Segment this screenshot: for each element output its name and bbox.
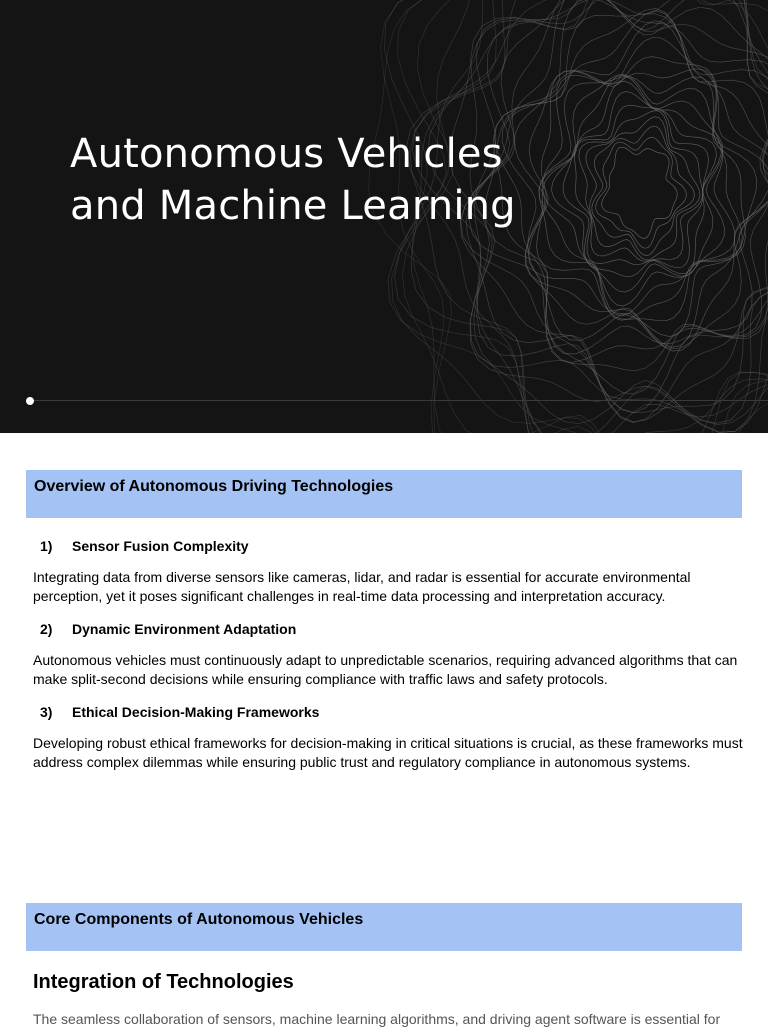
body-text: The seamless collaboration of sensors, machine learning algorithms, and driving agent software is essential for: [33, 1011, 721, 1027]
list-item-heading: [40, 704, 319, 720]
list-item-text: Autonomous vehicles must continuously adapt to unpredictable scenarios, requiring advanced algorithms that can make split-second decisions while ensuring compliance with traffic laws and safety protocols.: [33, 652, 738, 687]
subheading: Integration of Technologies: [33, 971, 294, 993]
list-number: 1): [40, 538, 53, 554]
list-heading-text: Dynamic Environment Adaptation: [72, 621, 297, 637]
hero-title-line1: Autonomous Vehicles: [70, 131, 503, 177]
hero-title: [70, 128, 630, 232]
list-item-heading: [40, 538, 249, 554]
list-item-text: Developing robust ethical frameworks for decision-making in critical situations is crucial, as these frameworks must address complex dilemmas while ensuring public trust and regulatory compliance in autonomous systems.: [33, 735, 743, 770]
slide-progress-track: [30, 400, 768, 401]
list-number: 3): [40, 704, 53, 720]
hero-title-line2: and Machine Learning: [70, 183, 516, 229]
list-item-text: Integrating data from diverse sensors like cameras, lidar, and radar is essential for accurate environmental perception, yet it poses significant challenges in real-time data processing and interpretation accuracy.: [33, 569, 691, 604]
section-header-overview: [26, 470, 742, 518]
section-header-core-components: [26, 903, 742, 951]
list-number: 2): [40, 621, 53, 637]
section-title: Overview of Autonomous Driving Technologies: [34, 478, 394, 495]
hero-banner: [0, 0, 768, 433]
list-heading-text: Ethical Decision-Making Frameworks: [72, 704, 320, 720]
slide-progress-dot[interactable]: [26, 397, 34, 405]
list-item-heading: [40, 621, 296, 637]
list-heading-text: Sensor Fusion Complexity: [72, 538, 249, 554]
section-title: Core Components of Autonomous Vehicles: [34, 911, 364, 928]
